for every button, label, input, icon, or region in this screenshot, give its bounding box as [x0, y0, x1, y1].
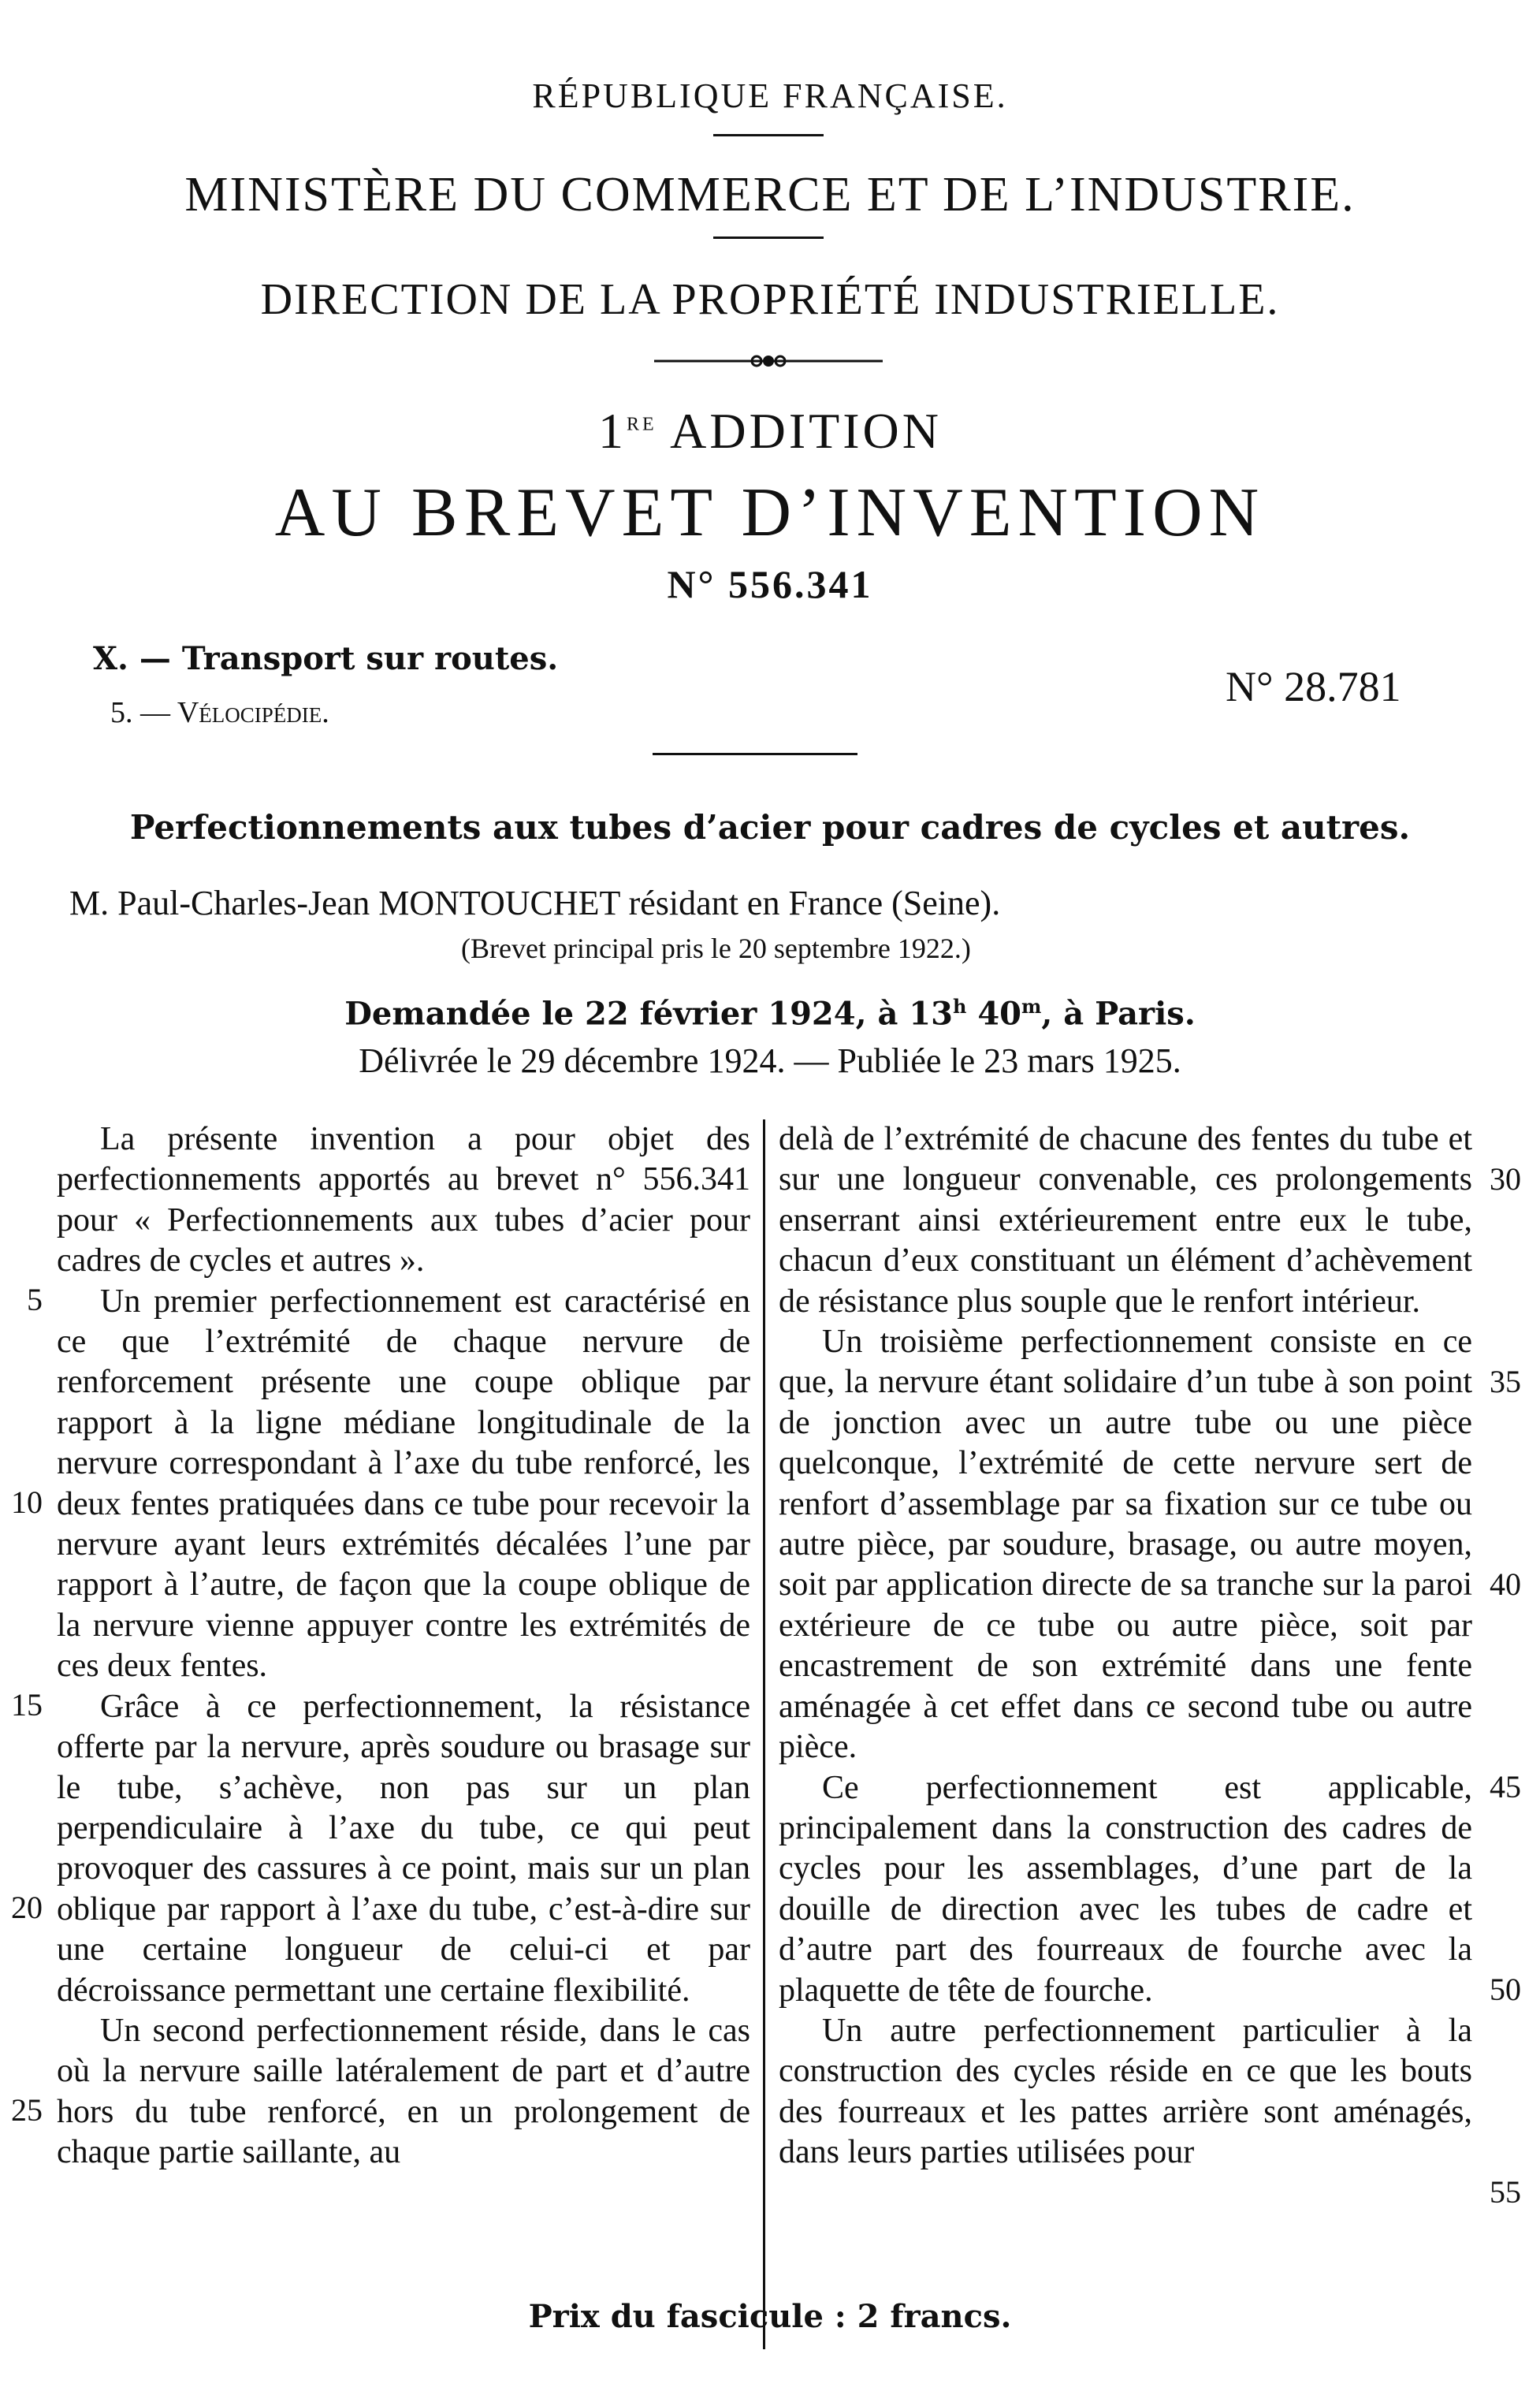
body-left-column — [57, 1119, 750, 2173]
classification-subgroup: 5. — Vélocipédie. — [110, 696, 329, 729]
paragraph: Grâce à ce perfectionnement, la résistance offerte par la nervure, après soudure ou brasage sur le tube, s’achève, non pas sur un plan perpendiculaire à l’axe du tube, ce qui peut provoquer des cassures à ce point, mais sur un plan oblique par rapport à l’axe du tube, c’est-à-dire sur une certaine longueur de celui-ci et par décroissance permettant une certaine flexibilité. — [57, 1688, 750, 2009]
main-patent-note: (Brevet principal pris le 20 septembre 1922.) — [461, 933, 971, 964]
line-number: 40 — [1490, 1566, 1521, 1602]
paragraph: Ce perfectionnement est applicable, principalement dans la construction des cadres de cycles pour les assemblages, d’une part de la douille de direction avec les tubes de cadre et d’autre part des fourreaux de fourche avec la plaquette de tête de fourche. — [779, 1769, 1472, 2009]
applicant: M. Paul-Charles-Jean MONTOUCHET résidant en France (Seine). — [69, 884, 1001, 922]
patent-title: AU BREVET D’INVENTION — [274, 475, 1266, 551]
filing-delivered: Délivrée le 29 décembre 1924. — Publiée le 23 mars 1925. — [359, 1041, 1181, 1080]
addition-number: 1 — [598, 403, 627, 459]
footer-price: Prix du fascicule : 2 francs. — [528, 2298, 1012, 2335]
line-number: 45 — [1490, 1769, 1521, 1804]
publication-number: N° 28.781 — [1226, 663, 1401, 710]
addition-heading — [0, 402, 1540, 460]
invention-title: Perfectionnements aux tubes d’acier pour cadres de cycles et autres. — [129, 808, 1411, 847]
paragraph: delà de l’extrémité de chacune des fentes du tube et sur une longueur convenable, ces prolongements enserrant ainsi extérieurement entre eux le tube, chacun d’eux constituant un élément d’achèvement de résistance plus souple que le renfort intérieur. — [779, 1121, 1472, 1320]
divider-rule — [653, 753, 857, 755]
line-number: 55 — [1490, 2174, 1521, 2210]
line-number: 30 — [1490, 1161, 1521, 1197]
header-republic: RÉPUBLIQUE FRANÇAISE. — [532, 76, 1008, 115]
classification-group: X. — Transport sur routes. — [93, 640, 559, 677]
line-number: 15 — [11, 1687, 43, 1723]
paragraph: La présente invention a pour objet des perfectionnements apportés au brevet n° 556.341 pour « Perfectionnements aux tubes d’acier pour cadres de cycles et autres ». — [57, 1121, 750, 1279]
line-number: 5 — [27, 1282, 43, 1317]
line-number: 35 — [1490, 1364, 1521, 1399]
header-ministry: MINISTÈRE DU COMMERCE ET DE L’INDUSTRIE. — [184, 168, 1356, 222]
addition-ordinal: RE — [627, 414, 657, 435]
paragraph: Un second perfectionnement réside, dans le cas où la nervure saille latéralement de part et d’autre hors du tube renforcé, en un prolongement de chaque partie saillante, au — [57, 2012, 750, 2171]
patent-number: N° 556.341 — [667, 562, 873, 606]
line-number: 25 — [11, 2092, 43, 2128]
paragraph: Un autre perfectionnement particulier à la construction des cycles réside en ce que les bouts des fourreaux et les pattes arrière sont aménagés, dans leurs parties utilisées pour — [779, 2012, 1472, 2171]
paragraph: Un troisième perfectionnement consiste en ce que, la nervure étant solidaire d’un tube à son point de jonction avec un autre tube ou une pièce quelconque, l’extrémité de cette nervure sert de renfort d’assemblage par sa fixation sur ce tube ou autre pièce, par soudure, brasage, ou autre moyen, soit par application directe de sa tranche sur la paroi extérieure de ce tube ou autre pièce, soit par encastrement de son extrémité dans une fente aménagée à cet effet dans ce second tube ou autre pièce. — [779, 1324, 1472, 1766]
line-number: 20 — [11, 1890, 43, 1925]
paragraph: Un premier perfectionnement est caractérisé en ce que l’extrémité de chaque nervure de renforcement présente une coupe oblique par rapport à la ligne médiane longitudinale de la nervure correspondant à l’axe du tube renforcé, les deux fentes pratiquées dans ce tube pour recevoir la nervure ayant leurs extrémités décalées l’une par rapport à l’autre, de façon que la coupe oblique de la nervure vienne appuyer contre les extrémités de ces deux fentes. — [57, 1283, 750, 1685]
line-number: 50 — [1490, 1972, 1521, 2007]
header-direction: DIRECTION DE LA PROPRIÉTÉ INDUSTRIELLE. — [260, 275, 1280, 324]
filing-requested: Demandée le 22 février 1924, à 13$^h$ 40$^m$, à Paris. — [344, 995, 1196, 1033]
column-divider — [763, 1119, 765, 2349]
divider-rule — [713, 134, 824, 136]
addition-word: ADDITION — [670, 403, 942, 459]
line-number: 10 — [11, 1484, 43, 1520]
ornament-divider — [654, 353, 883, 369]
divider-rule — [713, 237, 824, 239]
body-right-column — [779, 1119, 1472, 2173]
